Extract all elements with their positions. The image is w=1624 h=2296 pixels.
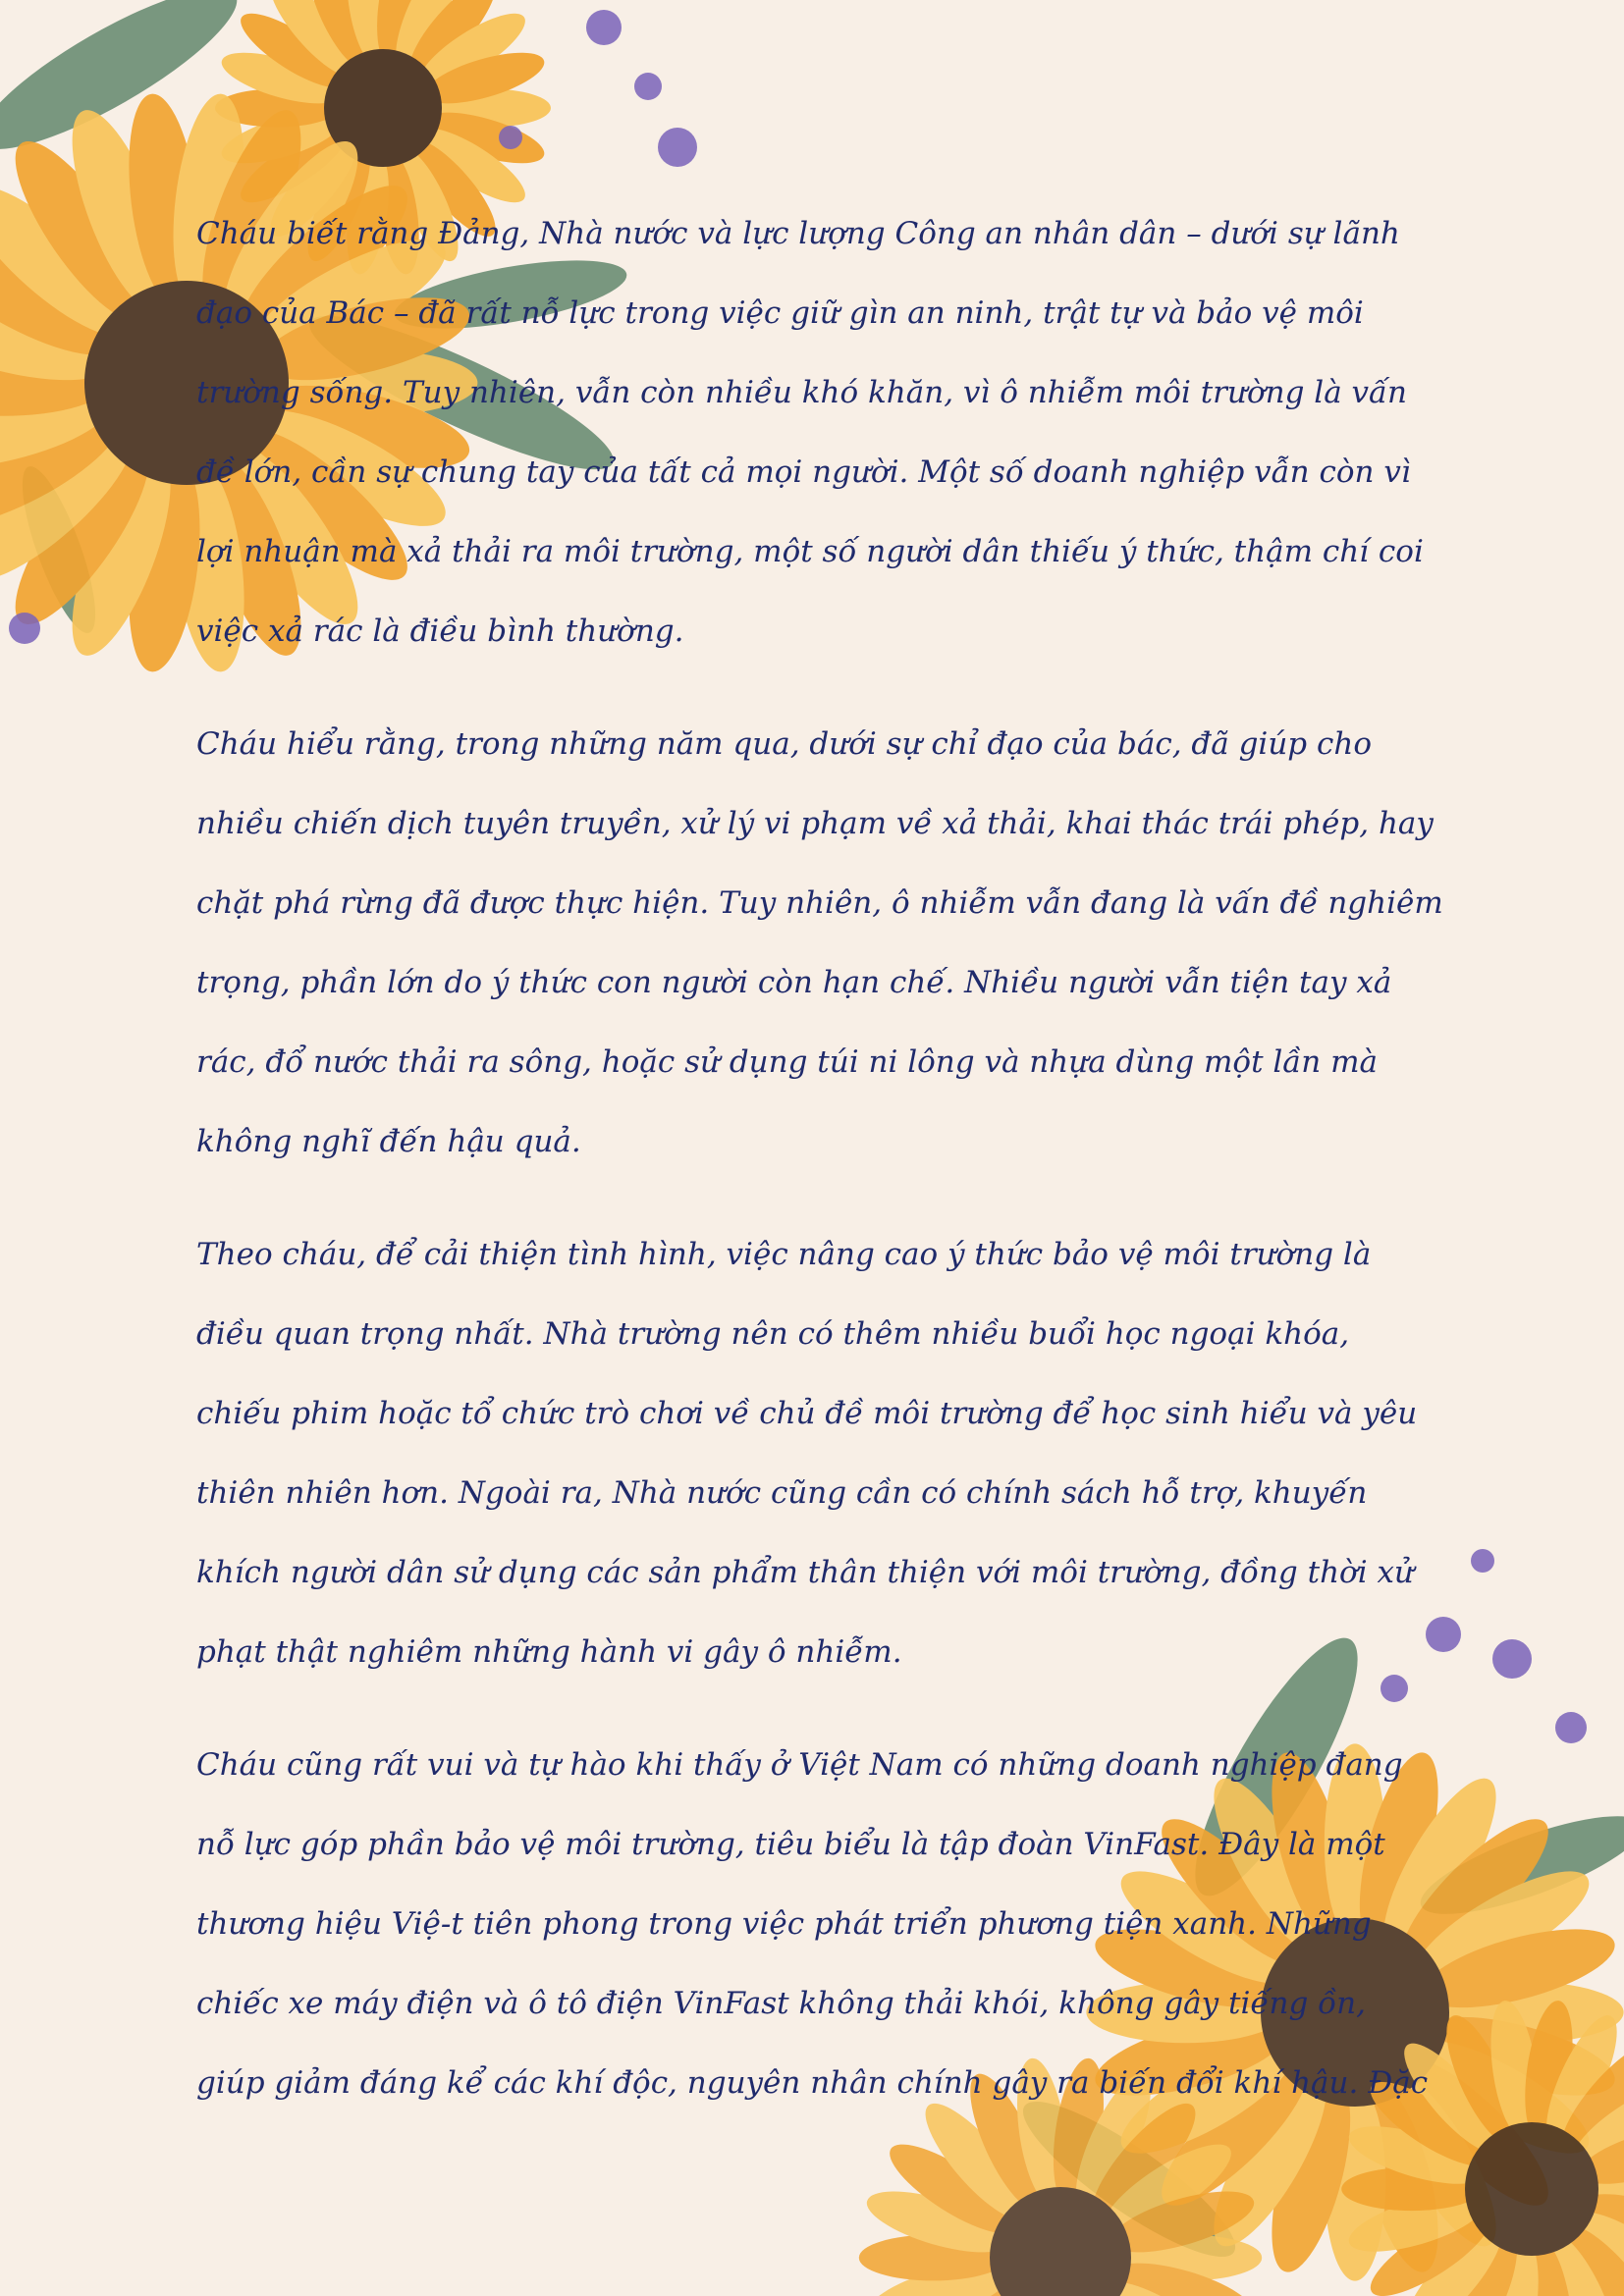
letter-paragraph-2: Cháu hiểu rằng, trong những năm qua, dưới sự chỉ đạo của bác, đã giúp cho nhiều chiến dịch tuyên truyền, xử lý vi phạm về xả thải, khai thác trái phép, hay chặt phá rừng đã được thực hiện. Tuy nhiên, ô nhiễm vẫn đang là vấn đề nghiêm trọng, phần lớn do ý thức con người còn hạn chế. Nhiều người vẫn tiện tay xả rác, đổ nước thải ra sông, hoặc sử dụng túi ni lông và nhựa dùng một lần mà không nghĩ đến hậu quả. <box>196 726 1443 1159</box>
berry-dot <box>634 73 662 100</box>
berry-dot <box>1555 1712 1587 1743</box>
berry-dot <box>586 10 622 45</box>
berry-dot <box>9 613 40 644</box>
berry-dot <box>658 128 697 167</box>
berry-dot <box>1471 1549 1494 1573</box>
letter-paragraph-4: Cháu cũng rất vui và tự hào khi thấy ở Việt Nam có những doanh nghiệp đang nỗ lực góp phần bảo vệ môi trường, tiêu biểu là tập đoàn VinFast. Đây là một thương hiệu Việ-t tiên phong trong việc phát triển phương tiện xanh. Những chiếc xe máy điện và ô tô điện VinFast không thải khói, không gây tiếng ồn, giúp giảm đáng kể các khí độc, nguyên nhân chính gây ra biến đổi khí hậu. Đặc <box>196 1747 1429 2101</box>
letter-paragraph-1: Cháu biết rằng Đảng, Nhà nước và lực lượng Công an nhân dân – dưới sự lãnh đạo của Bác – đã rất nỗ lực trong việc giữ gìn an ninh, trật tự và bảo vệ môi trường sống. Tuy nhiên, vẫn còn nhiều khó khăn, vì ô nhiễm môi trường là vấn đề lớn, cần sự chung tay của tất cả mọi người. Một số doanh nghiệp vẫn còn vì lợi nhuận mà xả thải ra môi trường, một số người dân thiếu ý thức, thậm chí coi việc xả rác là điều bình thường. <box>196 216 1424 649</box>
berry-dot <box>1492 1639 1532 1679</box>
berry-dot <box>499 126 522 149</box>
sunflower-center <box>1465 2122 1598 2256</box>
letter-body <box>196 194 1443 2157</box>
letter-paragraph-3: Theo cháu, để cải thiện tình hình, việc nâng cao ý thức bảo vệ môi trường là điều quan trọng nhất. Nhà trường nên có thêm nhiều buổi học ngoại khóa, chiếu phim hoặc tổ chức trò chơi về chủ đề môi trường để học sinh hiểu và yêu thiên nhiên hơn. Ngoài ra, Nhà nước cũng cần có chính sách hỗ trợ, khuyến khích người dân sử dụng các sản phẩm thân thiện với môi trường, đồng thời xử phạt thật nghiêm những hành vi gây ô nhiễm. <box>196 1237 1418 1670</box>
